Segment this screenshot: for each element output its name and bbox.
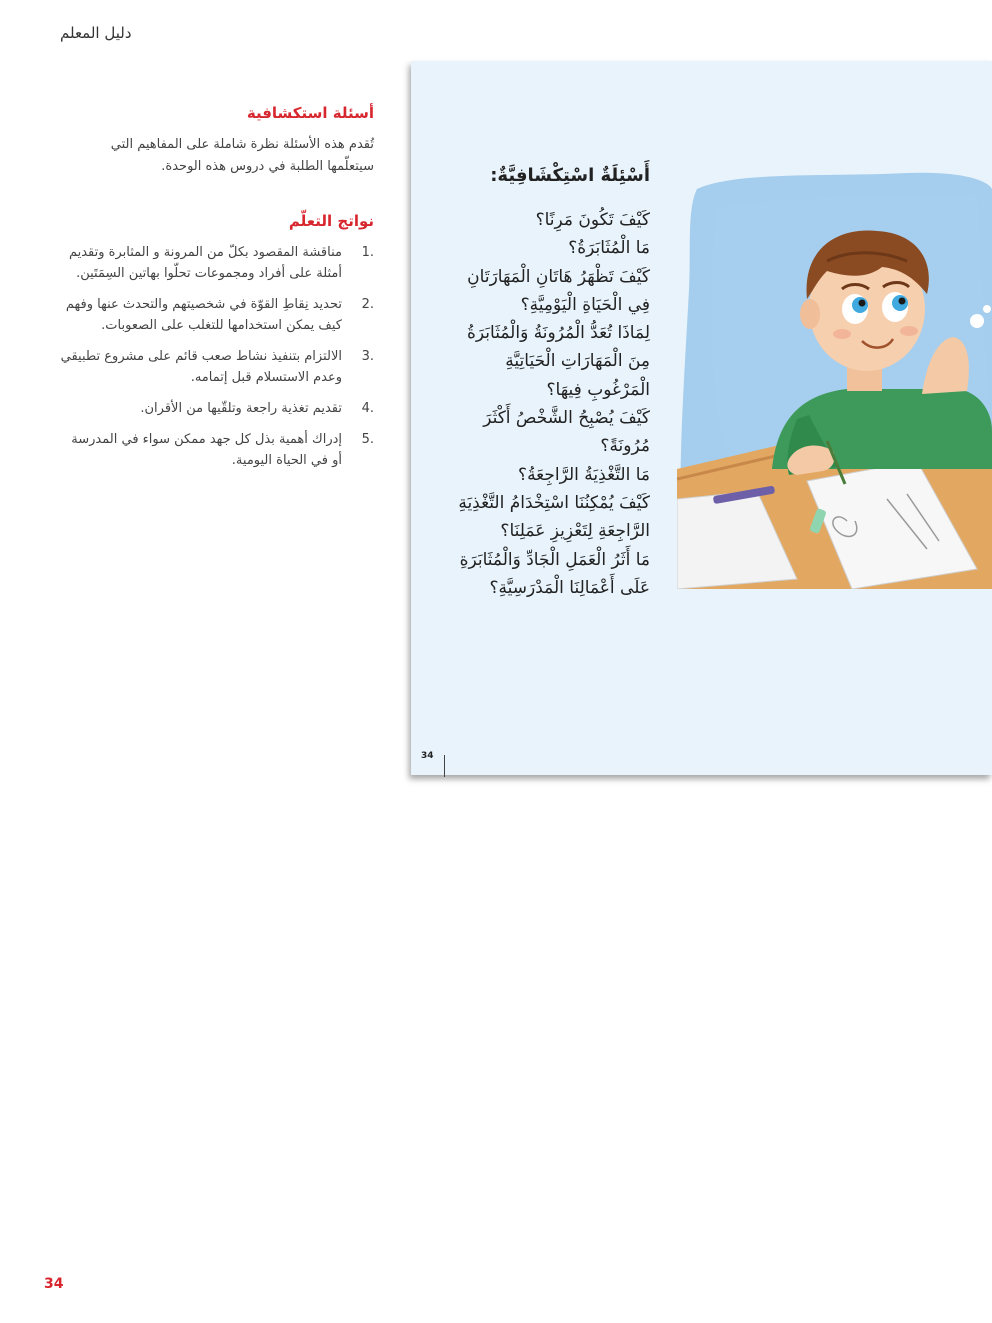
book-question: كَيْفَ تَكُونَ مَرِنًا؟ (535, 210, 650, 230)
book-page-divider (444, 755, 445, 777)
outcome-item (60, 242, 374, 284)
outcome-item (60, 429, 374, 471)
outcome-number: 1. (361, 245, 374, 260)
book-page-number: 34 (421, 751, 434, 761)
book-question: كَيْفَ يُمْكِنُنَا اسْتِخْدَامُ التَّغْذِيَةِ الرَّاجِعَةِ لِتَعْزِيزِ عَمَلِنَا؟ (458, 492, 650, 542)
book-question: لِمَاذَا تُعَدُّ الْمُرُونَةُ وَالْمُثَابَرَةُ مِنَ الْمَهَارَاتِ الْحَيَاتِيَّةِ الْمَرْغُوبِ فِيهَا؟ (467, 323, 650, 400)
outcomes-list (60, 242, 374, 471)
outcome-item (60, 294, 374, 336)
page-number: 34 (44, 1276, 64, 1292)
left-column (60, 104, 374, 481)
outcome-item (60, 398, 374, 419)
outcome-text: مناقشة المقصود بكلّ من المرونة و المثابرة وتقديم أمثلة على أفراد ومجموعات تحلّوا بهاتين السِمَتَين. (68, 245, 342, 281)
student-book-page (411, 61, 992, 775)
book-question: كَيْفَ تَظْهَرُ هَاتَانِ الْمَهَارَتَانِ فِي الْحَيَاةِ الْيَوْمِيَّةِ؟ (467, 266, 650, 315)
outcome-number: 5. (361, 432, 374, 447)
explore-intro: تُقدم هذه الأسئلة نظرة شاملة على المفاهيم التي سيتعلّمها الطلبة في دروس هذه الوحدة. (110, 137, 374, 174)
outcome-text: إدراك أهمية بذل كل جهد ممكن سواء في المدرسة أو في الحياة اليومية. (71, 432, 342, 468)
book-question: كَيْفَ يُصْبِحُ الشَّخْصُ أَكْثَرَ مُرُونَةً؟ (483, 408, 650, 457)
book-questions-block (450, 165, 650, 602)
outcome-number: 4. (361, 401, 374, 416)
outcome-number: 3. (361, 349, 374, 364)
outcome-text: تقديم تغذية راجعة وتلقّيها من الأقران. (140, 401, 342, 416)
outcome-text: الالتزام بتنفيذ نشاط صعب قائم على مشروع تطبيقي وعدم الاستسلام قبل إتمامه. (60, 349, 342, 385)
outcome-number: 2. (361, 297, 374, 312)
book-question: مَا الْمُثَابَرَةُ؟ (568, 238, 650, 259)
book-question: مَا التَّغْذِيَةُ الرَّاجِعَةُ؟ (518, 464, 650, 485)
book-questions-list (450, 206, 650, 602)
outcome-item (60, 346, 374, 388)
explore-heading: أسئلة استكشافية (246, 104, 374, 122)
boy-thinking-illustration (677, 169, 992, 589)
outcome-text: تحديد نِقاطِ القوّة في شخصيتهم والتحدث عنها وفهم كيف يمكن استخدامها للتغلب على الصعوبات. (65, 297, 342, 333)
outcomes-heading: نواتج التعلّم (288, 212, 374, 230)
book-questions-heading: أَسْئِلَةٌ اسْتِكْشَافِيَّةٌ: (490, 165, 650, 186)
book-question: مَا أَثَرُ الْعَمَلِ الْجَادِّ وَالْمُثَابَرَةِ عَلَى أَعْمَالِنَا الْمَدْرَسِيَّةِ؟ (459, 549, 650, 598)
guide-title: دليل المعلم (60, 24, 132, 42)
